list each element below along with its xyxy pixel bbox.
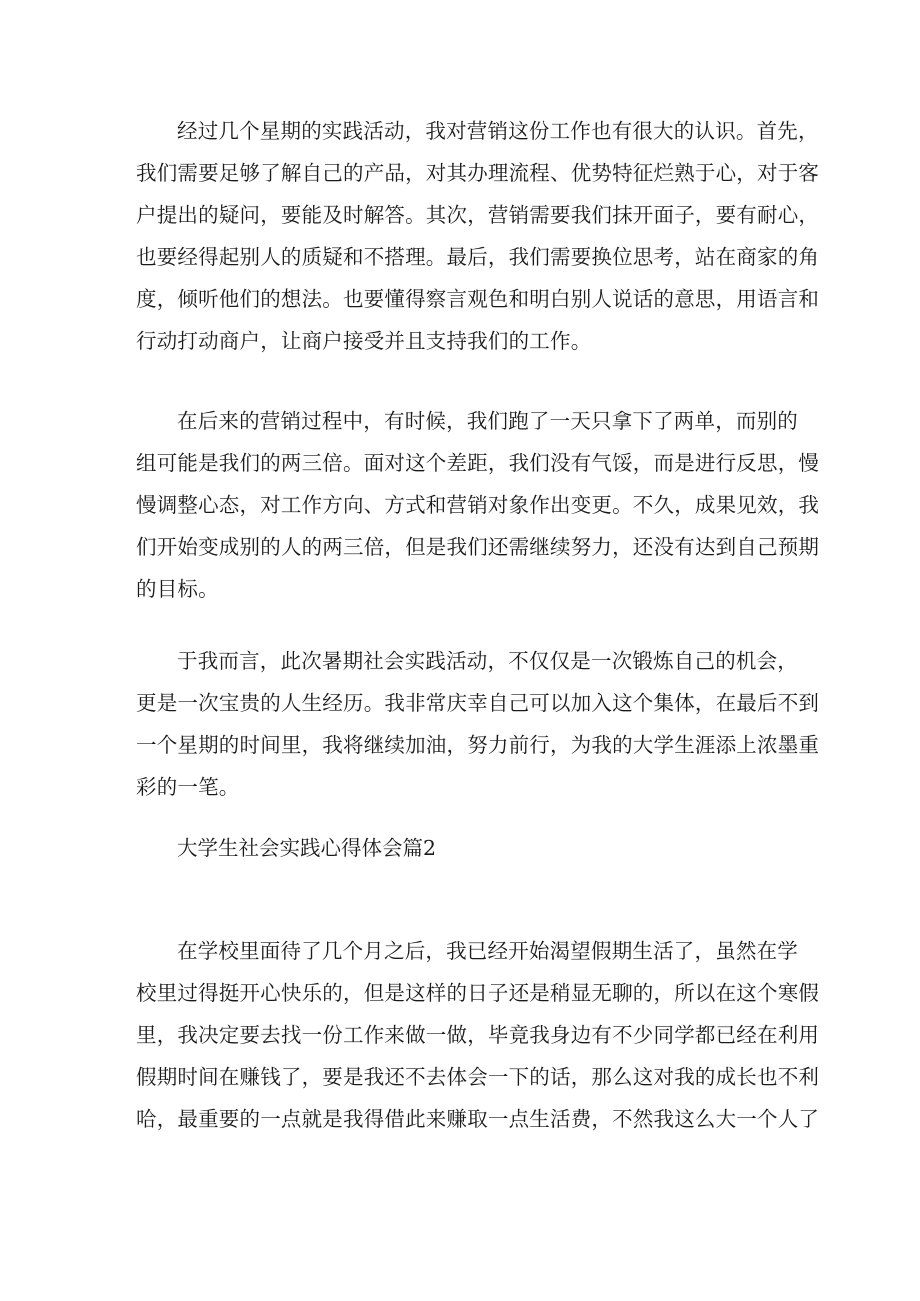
paragraph-line: 的目标。 bbox=[136, 577, 219, 601]
paragraph-line: 户提出的疑问，要能及时解答。其次，营销需要我们抹开面子，要有耐心， bbox=[136, 203, 820, 227]
paragraph-line: 我们需要足够了解自己的产品，对其办理流程、优势特征烂熟于心，对于客 bbox=[136, 161, 820, 185]
paragraph-line: 经过几个星期的实践活动，我对营销这份工作也有很大的认识。首先， bbox=[177, 119, 819, 143]
paragraph-line: 假期时间在赚钱了，要是我还不去体会一下的话，那么这对我的成长也不利 bbox=[136, 1065, 820, 1089]
paragraph-line: 也要经得起别人的质疑和不搭理。最后，我们需要换位思考，站在商家的角 bbox=[136, 245, 820, 269]
paragraph-line: 慢调整心态，对工作方向、方式和营销对象作出变更。不久，成果见效，我 bbox=[136, 493, 820, 517]
paragraph-line: 一个星期的时间里，我将继续加油，努力前行，为我的大学生涯添上浓墨重 bbox=[136, 733, 820, 757]
paragraph-line: 们开始变成别的人的两三倍，但是我们还需继续努力，还没有达到自己预期 bbox=[136, 535, 820, 559]
paragraph-line: 哈，最重要的一点就是我得借此来赚取一点生活费，不然我这么大一个人了 bbox=[136, 1107, 820, 1131]
paragraph-2 bbox=[136, 400, 820, 610]
paragraph-line: 行动打动商户，让商户接受并且支持我们的工作。 bbox=[136, 329, 592, 353]
paragraph-line: 在后来的营销过程中，有时候，我们跑了一天只拿下了两单，而别的 bbox=[177, 409, 798, 433]
paragraph-line: 度，倾听他们的想法。也要懂得察言观色和明白别人说话的意思，用语言和 bbox=[136, 287, 820, 311]
paragraph-line: 组可能是我们的两三倍。面对这个差距，我们没有气馁，而是进行反思，慢 bbox=[136, 451, 820, 475]
paragraph-line: 于我而言，此次暑期社会实践活动，不仅仅是一次锻炼自己的机会， bbox=[177, 649, 798, 673]
paragraph-1 bbox=[136, 110, 820, 362]
paragraph-line: 更是一次宝贵的人生经历。我非常庆幸自己可以加入这个集体，在最后不到 bbox=[136, 691, 820, 715]
paragraph-line: 在学校里面待了几个月之后，我已经开始渴望假期生活了，虽然在学 bbox=[177, 939, 798, 963]
paragraph-line: 彩的一笔。 bbox=[136, 775, 240, 799]
paragraph-4 bbox=[136, 930, 820, 1140]
paragraph-3 bbox=[136, 640, 820, 808]
paragraph-line: 里，我决定要去找一份工作来做一做，毕竟我身边有不少同学都已经在利用 bbox=[136, 1023, 820, 1047]
paragraph-line: 校里过得挺开心快乐的，但是这样的日子还是稍显无聊的，所以在这个寒假 bbox=[136, 981, 820, 1005]
section-heading: 大学生社会实践心得体会篇2 bbox=[177, 836, 437, 860]
